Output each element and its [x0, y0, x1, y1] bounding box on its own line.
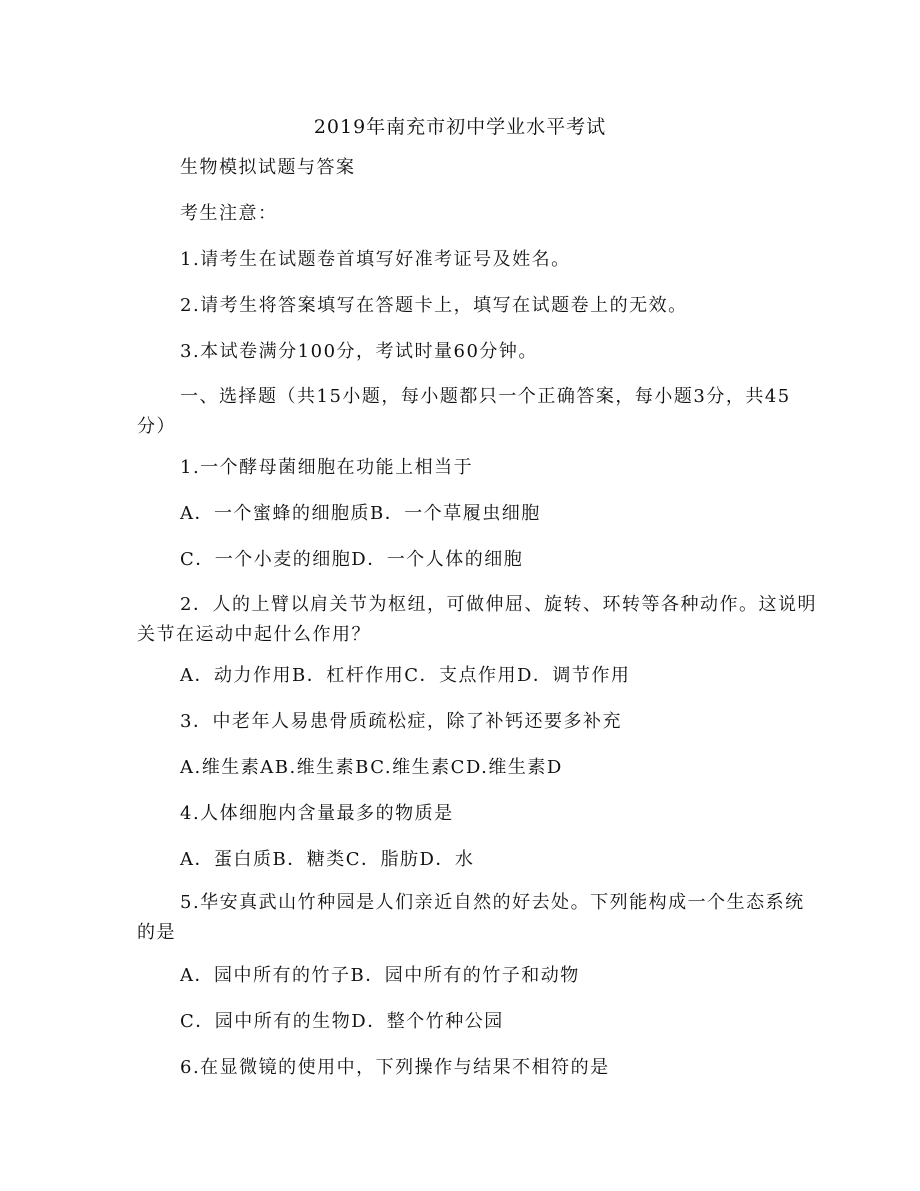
notice-item: 3.本试卷满分100分，考试时量60分钟。	[180, 341, 538, 362]
question-stem: 3．中老年人易患骨质疏松症，除了补钙还要多补充	[180, 711, 622, 732]
document-subtitle: 生物模拟试题与答案	[180, 157, 356, 178]
question-stem: 1.一个酵母菌细胞在功能上相当于	[180, 457, 474, 478]
question-stem: 2．人的上臂以肩关节为枢纽，可做伸屈、旋转、环转等各种动作。这说明关节在运动中起什么作用？	[137, 594, 817, 645]
question-stem: 6.在显微镜的使用中，下列操作与结果不相符的是	[180, 1057, 610, 1078]
question-option: A．动力作用B．杠杆作用C．支点作用D．调节作用	[180, 665, 631, 686]
question-option: A．一个蜜蜂的细胞质B．一个草履虫细胞	[180, 503, 541, 524]
question-option: C．园中所有的生物D．整个竹种公园	[180, 1011, 504, 1032]
question-stem: 4.人体细胞内含量最多的物质是	[180, 803, 454, 824]
question-option: A．蛋白质B．糖类C．脂肪D．水	[180, 849, 475, 870]
notice-item: 2.请考生将答案填写在答题卡上，填写在试题卷上的无效。	[180, 295, 688, 316]
question-option: A．园中所有的竹子B．园中所有的竹子和动物	[180, 965, 580, 986]
question-option: A.维生素AB.维生素BC.维生素CD.维生素D	[180, 757, 563, 778]
section-heading: 一、选择题（共15小题，每小题都只一个正确答案，每小题3分，共45分）	[137, 386, 791, 437]
question-stem: 5.华安真武山竹种园是人们亲近自然的好去处。下列能构成一个生态系统的是	[137, 892, 805, 943]
document-title: 2019年南充市初中学业水平考试	[313, 116, 607, 138]
notice-item: 1.请考生在试题卷首填写好准考证号及姓名。	[180, 249, 571, 270]
question-option: C．一个小麦的细胞D．一个人体的细胞	[180, 549, 524, 570]
notice-heading: 考生注意：	[180, 203, 278, 224]
